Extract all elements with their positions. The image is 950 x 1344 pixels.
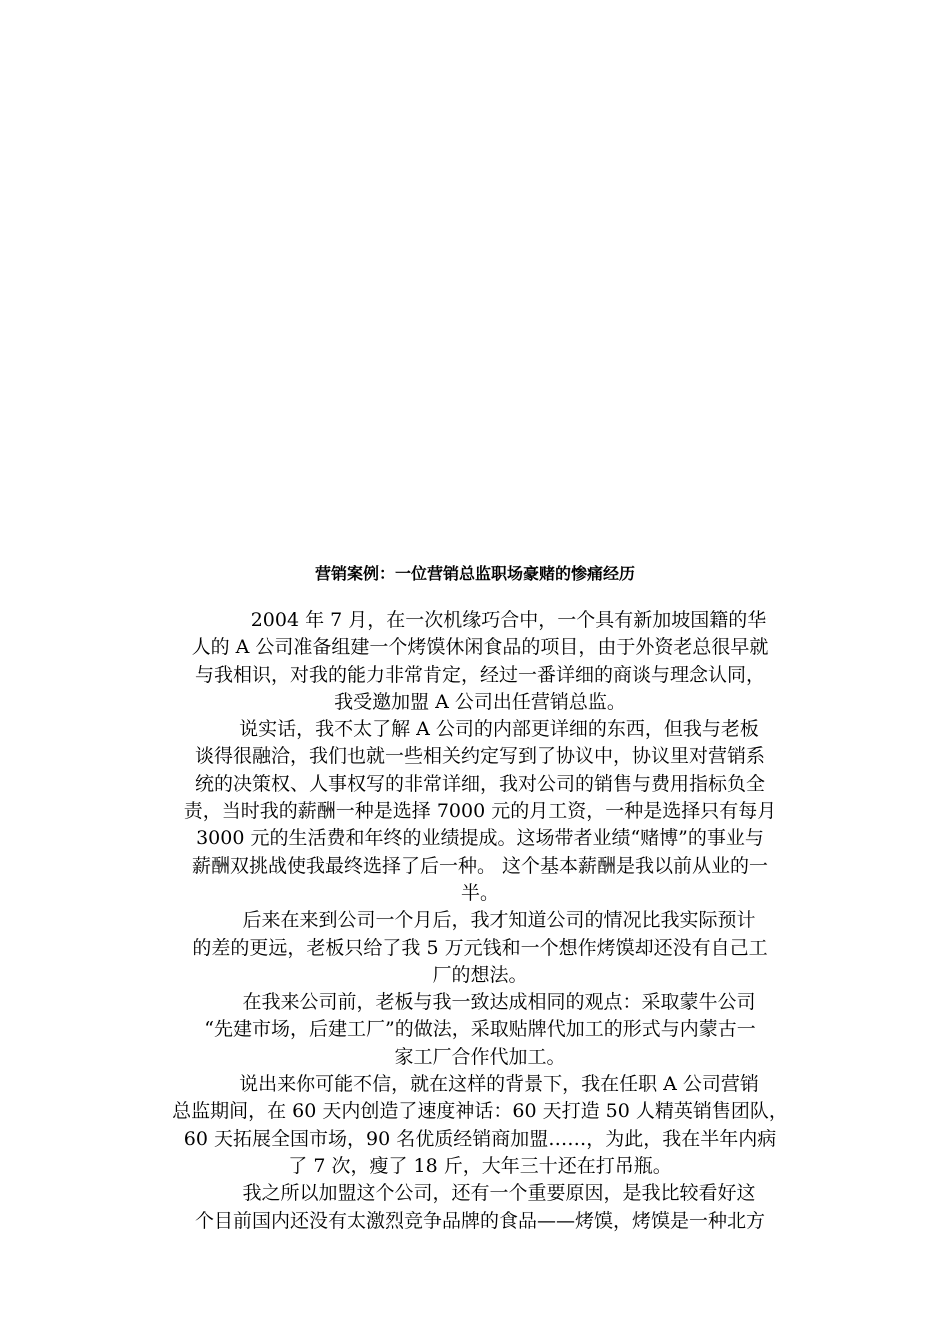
paragraph-4 bbox=[140, 989, 820, 1071]
paragraph-1 bbox=[140, 607, 820, 716]
paragraph-3 bbox=[140, 907, 820, 989]
paragraph-6 bbox=[140, 1180, 820, 1235]
text-line: 了 7 次，瘦了 18 斤，大年三十还在打吊瓶。 bbox=[288, 1154, 672, 1177]
text-line: 我之所以加盟这个公司，还有一个重要原因，是我比较看好这 bbox=[204, 1182, 756, 1205]
text-line: 统的决策权、人事权写的非常详细，我对公司的销售与费用指标负全 bbox=[194, 772, 765, 795]
text-line: 2004 年 7 月，在一次机缘巧合中，一个具有新加坡国籍的华 bbox=[193, 609, 767, 631]
paragraph-2 bbox=[140, 716, 820, 907]
text-line: 半。 bbox=[460, 881, 499, 904]
text-line: 总监期间，在 60 天内创造了速度神话：60 天打造 50 人精英销售团队， bbox=[172, 1100, 788, 1123]
text-line: 与我相识，对我的能力非常肯定，经过一番详细的商谈与理念认同， bbox=[194, 663, 765, 686]
text-line: 我受邀加盟 A 公司出任营销总监。 bbox=[334, 690, 626, 713]
text-line: 后来在来到公司一个月后，我才知道公司的情况比我实际预计 bbox=[204, 909, 756, 932]
text-line: 人的 A 公司准备组建一个烤馍休闲食品的项目，由于外资老总很早就 bbox=[191, 636, 769, 659]
text-line: “先建市场，后建工厂”的做法，采取贴牌代加工的形式与内蒙古一 bbox=[204, 1018, 756, 1041]
text-line: 说实话，我不太了解 A 公司的内部更详细的东西，但我与老板 bbox=[201, 718, 759, 741]
text-line: 的差的更远，老板只给了我 5 万元钱和一个想作烤馍却还没有自己工 bbox=[192, 936, 768, 959]
paragraph-5 bbox=[140, 1071, 820, 1180]
text-line: 谈得很融洽，我们也就一些相关约定写到了协议中，协议里对营销系 bbox=[194, 745, 765, 768]
text-line: 60 天拓展全国市场，90 名优质经销商加盟……，为此，我在半年内病 bbox=[183, 1127, 777, 1150]
document-title: 营销案例：一位营销总监职场豪赌的惨痛经历 bbox=[314, 564, 635, 583]
document-body bbox=[140, 607, 820, 1235]
text-line: 家工厂合作代加工。 bbox=[394, 1045, 566, 1068]
text-line: 3000 元的生活费和年终的业绩提成。这场带者业绩“赌博”的事业与 bbox=[196, 827, 764, 850]
text-line: 个目前国内还没有太激烈竞争品牌的食品——烤馍，烤馍是一种北方 bbox=[194, 1209, 765, 1232]
text-line: 说出来你可能不信，就在这样的背景下，我在任职 A 公司营销 bbox=[201, 1073, 759, 1096]
text-line: 厂的想法。 bbox=[432, 963, 528, 986]
text-line: 责，当时我的薪酬一种是选择 7000 元的月工资，一种是选择只有每月 bbox=[183, 800, 777, 823]
text-line: 薪酬双挑战使我最终选择了后一种。 这个基本薪酬是我以前从业的一 bbox=[191, 854, 769, 877]
text-line: 在我来公司前，老板与我一致达成相同的观点：采取蒙牛公司 bbox=[204, 991, 756, 1014]
